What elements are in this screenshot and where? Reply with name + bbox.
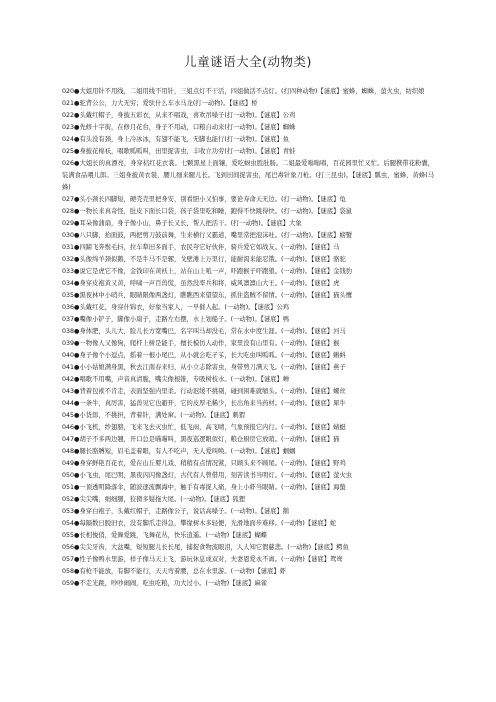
riddle-entry: 044●一条牛，真厉害，猛兽见它也避开，它的皮厚毛稀少，长出角来当药材。(一动物)。【谜底】犀牛 [62, 400, 346, 407]
riddle-entry: 031●四蹄飞奔鬃毛抖，拉车犁田多面手，农民夸它好伙伴，骑兵爱它如战友。(一动物)。【谜底】马 [62, 244, 340, 251]
riddle-entry: 037●嘴像小铲子，脚像小扇子，走路左右摆，水上划船子。(一动物)。【谜底】鸭 [62, 316, 290, 323]
riddle-entry: 034●身穿皮袍黄又黄，呼啸一声百兽慌，虽然没率兵和将，威风凛凛山大王。(一动物)。【谜底】虎 [62, 280, 340, 287]
riddle-entry: 032●头像绵羊颈似鹅，不是牛马不是骡，戈壁滩上万里行，能耐渴来能忍饿。(一动物)。【谜底】骆驼 [62, 256, 346, 263]
riddle-entry: 039●一物像人又像狗，爬杆上树是能手，擅长模仿人动作，家里没有山里有。(一动物)。【谜底】猴 [62, 340, 340, 347]
riddle-entry: 043●背着包袱不肯走，表面坚强内里柔。行动迟缓不挑剔，碰到困难就缩头。(一动物)。【谜底】螺丝 [62, 388, 346, 395]
riddle-entry: 046●小飞机，纱翅膀，飞来飞去灭虫忙，低飞雨，高飞晴，气象预报它内行。(一动物)。【谜底】蜻蜓 [62, 424, 346, 431]
riddle-entry: 027●头小颈长四脚短，硬壳壳里把身安，别看胆小又怕事，要论寿命天无边。(打一动物)。【谜底】龟 [62, 196, 346, 203]
document-title: 儿童谜语大全(动物类) [184, 54, 312, 69]
riddle-entry: 028●一物长来真奇怪，肚皮下面长口袋，孩子袋里吃和睡，跑得不快跳得快。(打一动物)。【谜底】袋鼠 [62, 208, 353, 215]
riddle-entry: 047●胡子不多两边翘，开口总是喵喵叫，黑夜巡逻眼似灯，粮仓厨房它放哨。(一动物)。【谜底】猫 [62, 436, 340, 443]
riddle-entry: 041●小小姑娘满身黑，秋去江南春来归，从小立志除害虫，身带剪刀满天飞。(一动物)。【谜底】燕子 [62, 364, 346, 371]
riddle-entry: 052●尖尖嘴，细细腿，狡猾多疑拖大尾。(一动物)。【谜底】狐狸 [62, 496, 245, 503]
riddle-entry: 023●先修十字街，在修月花台，身子不用动，口粮自动来(打一动物)。【谜底】蜘蛛 [62, 124, 296, 131]
riddle-entry: 024●有头没有颈，身上冷冰冰，有翅不能飞，无脚也能行(打一动物)。【谜底】鱼 [62, 136, 290, 143]
riddle-entry: 040●身子像个小逗点，摇着一根小尾巴，从小就会吃孑孓，长大吃虫叫呱呱。(一动物)。【谜底】蝌蚪 [62, 352, 346, 359]
riddle-entry: 050●小飞虫，尾巴明，黑夜闪闪像盏灯，古代有人曾借用，刻苦读书当明灯。(一动物)。【谜底】萤火虫 [62, 472, 353, 479]
riddle-entry: 057●性子像鸭水里游，样子像马天上飞，游玩休息成双对，夫妻恩爱永不离。(一动物)【谜底】鸳鸯 [62, 556, 343, 563]
riddle-entry: 029●耳朵像蒲扇，身子像小山，鼻子长又长，帮人把活干。(打一动物)。【谜底】大象 [62, 220, 302, 227]
riddle-entry: 020●大姐用针不用线，二姐用线不用针，三姐点灯不干活，四姐做活不点灯。(打四种动物)【谜底】蜜蜂，蜘蛛，萤火虫，纺织娘 [62, 88, 425, 95]
riddle-entry: 022●头戴红帽子，身披五彩衣，从来不唱戏，喜欢吊嗓子(打一动物)。【谜底】公鸡 [62, 112, 296, 119]
riddle-entry: 036●头戴红花，身穿什锦衣，好象当家人，一早催人起。(一动物)。【谜底】公鸡 [62, 304, 290, 311]
riddle-entry: 053●身穿白袍子，头戴红帽子，走路像公子，说话高嗓子。(一动物)。【谜底】鹅 [62, 508, 290, 515]
riddle-entry: 035●黑夜林中小哨兵，眼睛限像两盏灯，瞧瞧西来望望东，抓住盗贼不留情。(一动物)。【谜底】猫头鹰 [62, 292, 353, 299]
riddle-entry: 033●说它是虎它不像，金钱印在黄袄上，站在山上吼一声，吓跑猴子吓跑狼。(一动物)。【谜底】金钱豹 [62, 268, 353, 275]
riddle-list [62, 86, 434, 590]
riddle-entry: 026●大姐长的真漂亮，身穿桔红花衣裳。七颗黑星上面镶，爱吃蚜虫胜肚肠。二姐最爱嗡嗡唱，百花园里忙又忙。后腿携带花粉囊，装满食品喂儿郎。三姐身披黄衣裳，腰儿细来腿儿长。飞到田间捉害虫，尾巴毒针象刀枪。(打三昆虫)。【谜底】瓢虫，蜜蜂，黄蜂(马蜂) [62, 160, 434, 191]
riddle-entry: 056●尖尖牙齿，大盆嘴，短短腿儿长长尾，捕捉食物流眼泪，人人知它假慈悲。(一动物)【谜底】鳄鱼 [62, 544, 349, 551]
riddle-entry: 021●驼背公公，力大无穷；爱驮什么车水马龙(打一动物)。【谜底】桥 [62, 100, 258, 107]
riddle-entry: 051●一顶透明降落伞，随波逐流飘海中，触手有毒捉人痛，身上小虾当眼睛。(一动物)。【谜底】海蛰 [62, 484, 346, 491]
riddle-entry: 030●八只脚，抬面鼓，两把剪刀鼓前舞，生来横行又霸道，嘴里常把泡沫吐。(打一动物)。【谜底】螃蟹 [62, 232, 353, 239]
riddle-entry: 059●不走光跳，吵吵闹闹，吃虫吃粮，功大过小。(一动物)【谜底】麻雀 [62, 580, 268, 587]
riddle-entry: 049●身穿鲜艳百花衣，爱在山丘婴儿戏，稍稍有点情况紧，只顾头来不顾尾。(一动物)。【谜底】野鸡 [62, 460, 346, 467]
riddle-entry: 045●小货郎，不挑担，背着针，满处窜。(一动物)。【谜底】刺猬 [62, 412, 245, 419]
riddle-entry: 025●身披花棉袄，唱歌呱呱叫，田里捉害虫，丰收立功劳(打一动物)。【谜底】青蛙 [62, 148, 296, 155]
riddle-entry: 055●长相俊俏，爱舞爱跳，飞舞花丛，快乐逍遥。(一动物)【谜底】蝴蝶 [62, 532, 268, 539]
riddle-entry: 038●身体肥，头儿大，脸儿长方宽嘴巴，名字叫马却没毛，常在水中度生涯。(一动物)。【谜底】河马 [62, 328, 346, 335]
riddle-entry: 042●唱歌不用嘴，声音真清脆，嘴尖像根锥，专吸树枝水。(一动物)。【谜底】蝉 [62, 376, 290, 383]
riddle-entry: 054●每隔数日脱旧衣，没有脚爪走得急，攀缘树木多轻便，光滑地面步难移。(一动物)【谜底】蛇 [62, 520, 337, 527]
riddle-entry: 058●有枪不能放，有脚不能行，天天弯着腰，总在水里游。(一动物)【谜底】虾 [62, 568, 286, 575]
riddle-entry: 048●腿长胳膊短，眉毛盖着眼，有人不吃声，无人爱叫唤。(一动物)。【谜底】蝈蝈 [62, 448, 296, 455]
